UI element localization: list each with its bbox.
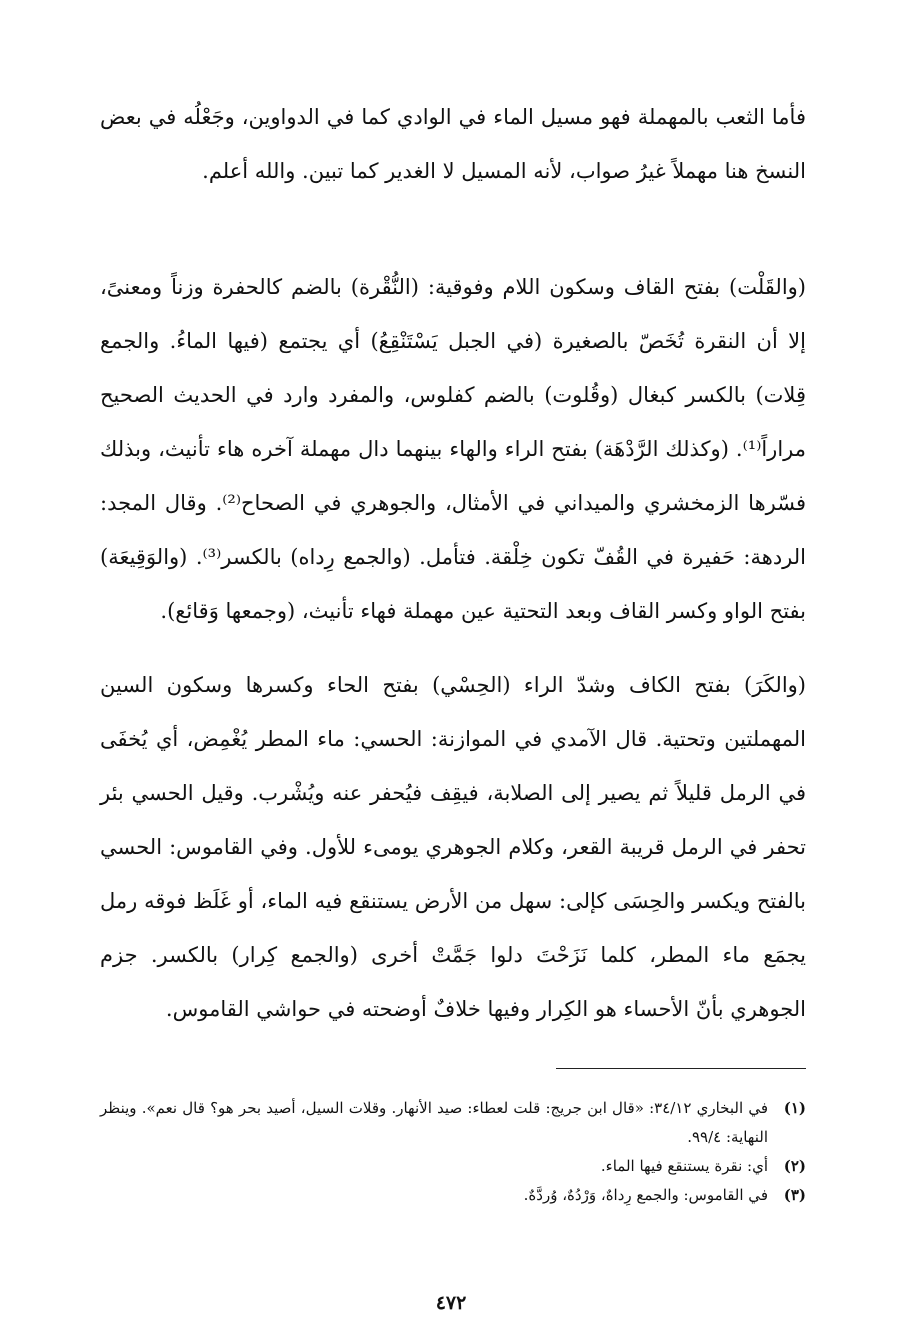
footnote-text: في القاموس: والجمع رِداهٌ، وَرْدُهٌ، وُردَّهٌ.: [523, 1186, 768, 1204]
footnote-number: (١): [783, 1099, 806, 1117]
footnote-2: [100, 1152, 806, 1181]
body-paragraph-2: (والقَلْت) بفتح القاف وسكون اللام وفوقية: (النُّقْرة) بالضم كالحفرة وزناً ومعنىً، إلا أن النقرة تُخَصّ بالصغيرة (في الجبل يَسْتَنْقِعُ) أي يجتمع (فيها الماءُ. والجمع قِلات) بالكسر كبغال (وقُلوت) بالضم كفلوس، والمفرد وارد في الحديث الصحيح مراراً⁽¹⁾. (وكذلك الرَّدْهَة) بفتح الراء والهاء بينهما دال مهملة آخره هاء تأنيث، وبذلك فسّرها الزمخشري والميداني في الأمثال، والجوهري في الصحاح⁽²⁾. وقال المجد: الردهة: حَفيرة في القُفّ تكون خِلْقة. فتأمل. (والجمع رِداه) بالكسر⁽³⁾. (والوَقِيعَة) بفتح الواو وكسر القاف وبعد التحتية عين مهملة فهاء تأنيث، (وجمعها وَقائع).: [100, 275, 807, 623]
footnote-text: في البخاري ٣٤/١٢: «قال ابن جريج: قلت لعطاء: صيد الأنهار. وقلات السيل، أصيد بحر هو؟ قال نعم». وينظر النهاية: ٩٩/٤.: [100, 1099, 768, 1146]
page-number: ٤٧٢: [435, 1292, 467, 1314]
footnote-1: [100, 1094, 806, 1152]
footnote-separator: [556, 1068, 806, 1069]
body-paragraph-1: فأما الثعب بالمهملة فهو مسيل الماء في الوادي كما في الدواوين، وجَعْلُه في بعض النسخ هنا مهملاً غيرُ صواب، لأنه المسيل لا الغدير كما تبين. والله أعلم.: [100, 105, 806, 183]
footnote-3: [100, 1181, 806, 1210]
footnote-number: (٢): [783, 1157, 806, 1175]
body-paragraph-3: (والكَرَ) بفتح الكاف وشدّ الراء (الحِسْي) بفتح الحاء وكسرها وسكون السين المهملتين وتحتية. قال الآمدي في الموازنة: الحسي: ماء المطر يُغْمِض، أي يُخفَى في الرمل قليلاً ثم يصير إلى الصلابة، فيقِف فيُحفر عنه ويُشْرب. وقيل الحسي بئر تحفر في الرمل قريبة القعر، وكلام الجوهري يومىء للأول. وفي القاموس: الحسي بالفتح ويكسر والحِسَى كإلى: سهل من الأرض يستنقع فيه الماء، أو غَلَظ فوقه رمل يجمَع ماء المطر، كلما نَزَحْتَ دلوا جَمَّتْ أخرى (والجمع كِرار) بالكسر. جزم الجوهري بأنّ الأحساء هو الكِرار وفيها خلافٌ أوضحته في حواشي القاموس.: [100, 673, 806, 1021]
footnote-text: أي: نقرة يستنقع فيها الماء.: [600, 1157, 768, 1175]
footnotes: [100, 1094, 806, 1210]
footnote-number: (٣): [783, 1186, 806, 1204]
